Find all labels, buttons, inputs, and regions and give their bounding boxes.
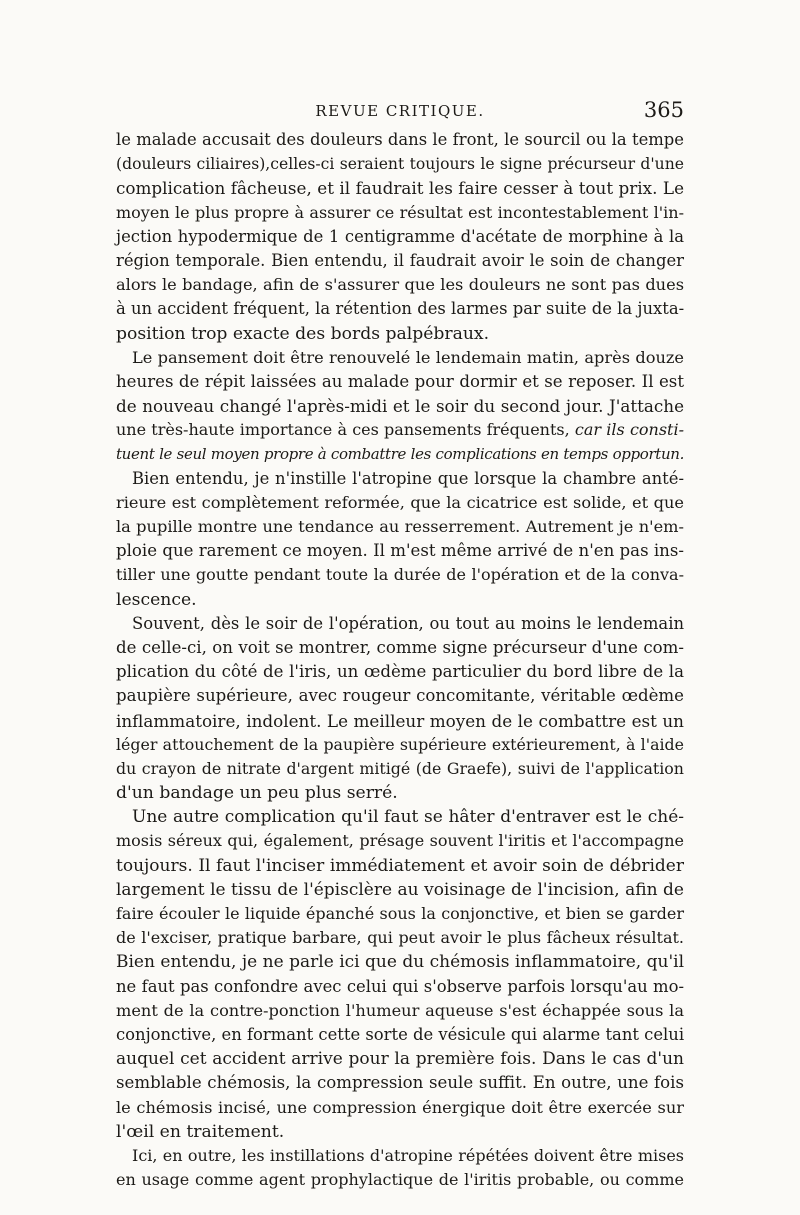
text-line: mosis séreux qui, également, présage souvent l'iritis et l'accompagne bbox=[116, 831, 684, 851]
page-header bbox=[116, 98, 684, 124]
text-line: ploie que rarement ce moyen. Il m'est même arrivé de n'en pas ins- bbox=[116, 541, 684, 561]
text-line: complication fâcheuse, et il faudrait les faire cesser à tout prix. Le bbox=[116, 178, 684, 199]
text-line: heures de répit laissées au malade pour dormir et se reposer. Il est bbox=[116, 371, 684, 391]
text-line: faire écouler le liquide épanché sous la conjonctive, et bien se garder bbox=[116, 904, 684, 923]
text-line: du crayon de nitrate d'argent mitigé (de Graefe), suivi de l'application bbox=[116, 758, 684, 778]
text-line: en usage comme agent prophylactique de l'iritis probable, ou comme bbox=[116, 1170, 684, 1190]
text-line: moyen le plus propre à assurer ce résultat est incontestablement l'in- bbox=[116, 202, 684, 222]
text-line: Souvent, dès le soir de l'opération, ou tout au moins le lendemain bbox=[132, 613, 684, 633]
text-line: Bien entendu, je ne parle ici que du chémosis inflammatoire, qu'il bbox=[116, 952, 684, 973]
text-line: conjonctive, en formant cette sorte de vésicule qui alarme tant celui bbox=[116, 1024, 685, 1044]
text-line: position trop exacte des bords palpébraux. bbox=[116, 323, 490, 344]
text-line: toujours. Il faut l'inciser immédiatement et avoir soin de débrider bbox=[116, 855, 684, 876]
text-line: région temporale. Bien entendu, il faudrait avoir le soin de changer bbox=[116, 250, 684, 270]
running-title: REVUE CRITIQUE. bbox=[315, 102, 485, 120]
text-line: le chémosis incisé, une compression énergique doit être exercée sur bbox=[116, 1097, 684, 1117]
text-line: Le pansement doit être renouvelé le lendemain matin, après douze bbox=[132, 347, 684, 367]
text-line: (douleurs ciliaires),celles-ci seraient toujours le signe précurseur d'une bbox=[116, 155, 684, 174]
text-line: la pupille montre une tendance au resserrement. Autrement je n'em- bbox=[116, 517, 684, 536]
text-line: de nouveau changé l'après-midi et le soir du second jour. J'attache bbox=[116, 396, 684, 417]
text-line: de l'exciser, pratique barbare, qui peut avoir le plus fâcheux résultat. bbox=[116, 928, 684, 948]
text-line: lescence. bbox=[116, 589, 197, 610]
text-line: ne faut pas confondre avec celui qui s'observe parfois lorsqu'au mo- bbox=[116, 976, 684, 996]
text-line-mixed bbox=[116, 418, 684, 442]
page-number: 365 bbox=[643, 98, 684, 122]
text-line: l'œil en traitement. bbox=[116, 1121, 285, 1142]
text-line: inflammatoire, indolent. Le meilleur moyen de le combattre est un bbox=[116, 710, 684, 731]
text-line: léger attouchement de la paupière supérieure extérieurement, à l'aide bbox=[116, 734, 684, 754]
text-line: de celle-ci, on voit se montrer, comme signe précurseur d'une com- bbox=[116, 637, 684, 657]
text-line: Ici, en outre, les instillations d'atropine répétées doivent être mises bbox=[132, 1145, 684, 1165]
text-line: paupière supérieure, avec rougeur concomitante, véritable œdème bbox=[116, 686, 684, 706]
text-line: à un accident fréquent, la rétention des larmes par suite de la juxta- bbox=[116, 299, 685, 319]
text-segment: une très-haute importance à ces pansements fréquents, bbox=[116, 420, 570, 440]
italic-text-segment: car ils consti- bbox=[574, 420, 685, 440]
italic-text-line: tuent le seul moyen propre à combattre les complications en temps opportun. bbox=[116, 445, 684, 464]
text-line: d'un bandage un peu plus serré. bbox=[116, 783, 398, 804]
text-line: semblable chémosis, la compression seule suffit. En outre, une fois bbox=[116, 1073, 684, 1093]
text-line: auquel cet accident arrive pour la première fois. Dans le cas d'un bbox=[116, 1049, 684, 1070]
body-text bbox=[116, 128, 684, 1192]
text-line: plication du côté de l'iris, un œdème particulier du bord libre de la bbox=[116, 662, 684, 682]
text-line: le malade accusait des douleurs dans le front, le sourcil ou la tempe bbox=[116, 130, 684, 149]
text-line: ment de la contre-ponction l'humeur aqueuse s'est échappée sous la bbox=[116, 1000, 684, 1020]
text-line: alors le bandage, afin de s'assurer que les douleurs ne sont pas dues bbox=[116, 275, 684, 295]
text-line: Bien entendu, je n'instille l'atropine que lorsque la chambre anté- bbox=[132, 468, 684, 488]
text-line: tiller une goutte pendant toute la durée de l'opération et de la conva- bbox=[116, 565, 684, 585]
text-line: jection hypodermique de 1 centigramme d'acétate de morphine à la bbox=[116, 226, 684, 246]
text-line: Une autre complication qu'il faut se hâter d'entraver est le ché- bbox=[132, 807, 684, 828]
text-line: rieure est complètement reformée, que la cicatrice est solide, et que bbox=[116, 492, 684, 512]
text-line: largement le tissu de l'épisclère au voisinage de l'incision, afin de bbox=[116, 879, 684, 900]
